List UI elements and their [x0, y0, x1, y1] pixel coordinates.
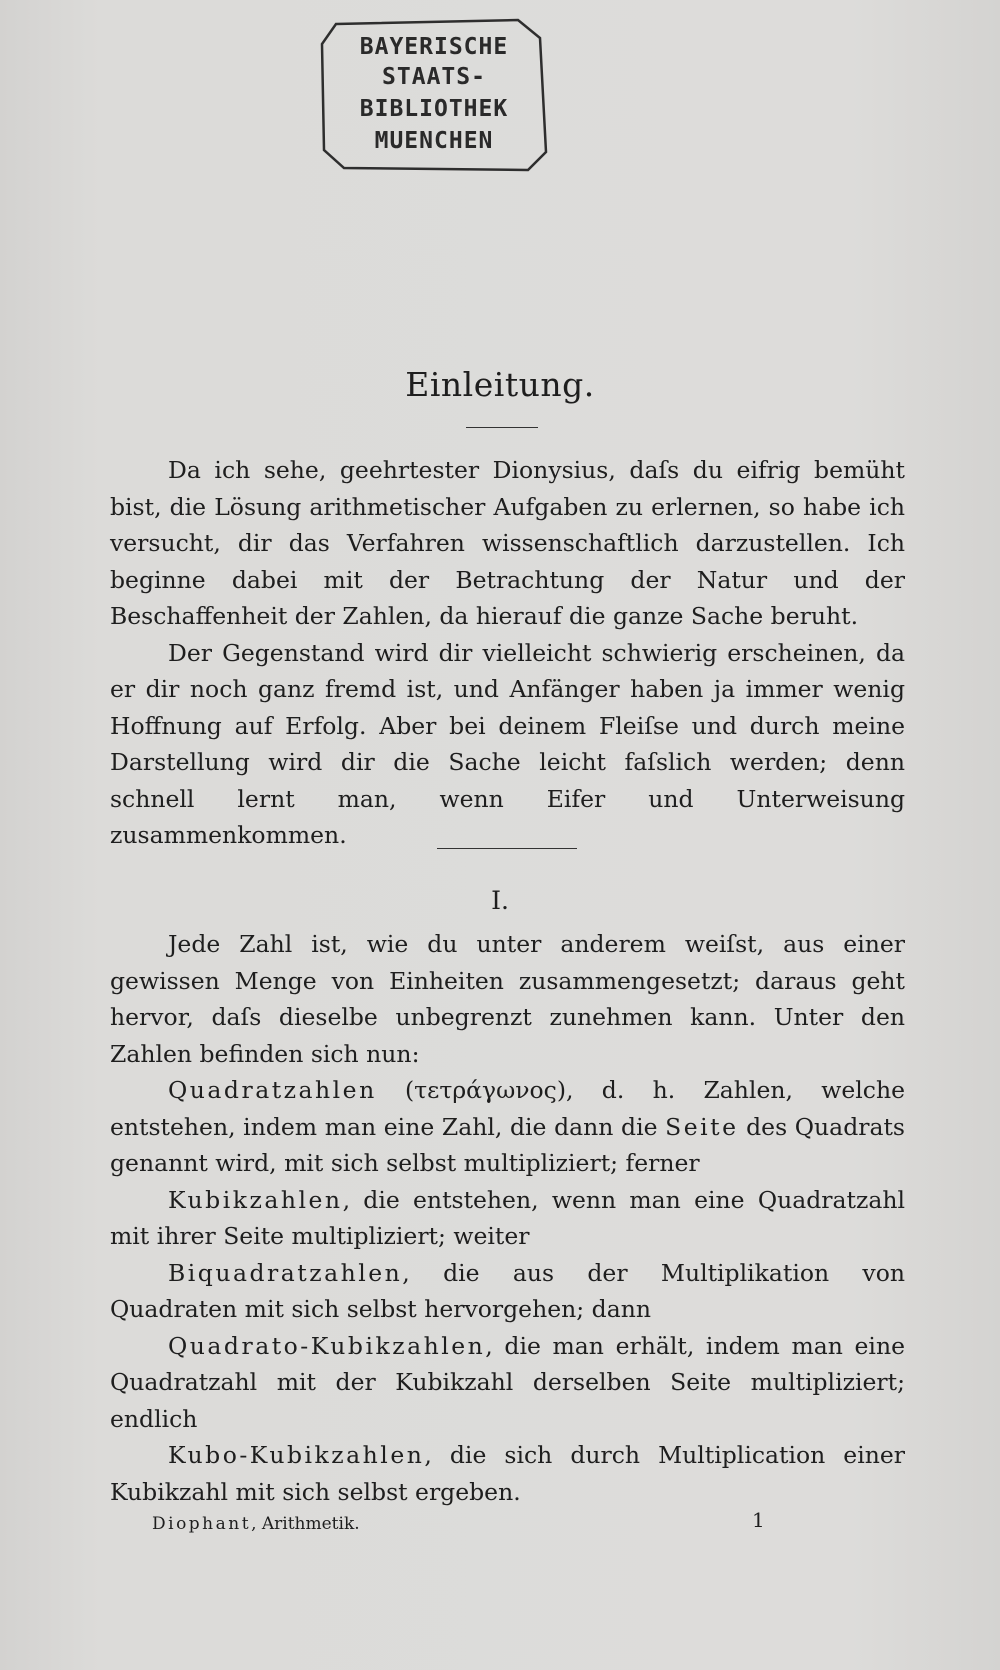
- section-rule: [437, 848, 577, 849]
- term-quadratzahlen: Quadratzahlen: [168, 1076, 377, 1104]
- definition-text: , die entstehen, wenn man eine Quadratzahl mit ihrer Seite multipliziert; weiter: [110, 1185, 905, 1250]
- definition-quadratzahlen: [110, 1072, 905, 1182]
- stamp-line-4: MUENCHEN: [374, 128, 494, 154]
- definition-quadrato-kubikzahlen: [110, 1328, 905, 1438]
- definition-text: , die man erhält, indem man eine Quadratzahl mit der Kubikzahl derselben Seite multipliziert; endlich: [110, 1331, 905, 1433]
- library-stamp: [318, 14, 550, 174]
- intro-paragraph-2: Der Gegenstand wird dir vielleicht schwierig erscheinen, da er dir noch ganz fremd ist, und Anfänger haben ja immer wenig Hoffnung auf Erfolg. Aber bei deinem Fleiſse und durch meine Darstellung wird dir die Sache leicht faſslich werden; denn schnell lernt man, wenn Eifer und Unterweisung zusammenkommen.: [110, 638, 905, 849]
- section-heading: I.: [491, 886, 509, 915]
- section-text: [110, 926, 905, 1510]
- definition-kubikzahlen: [110, 1182, 905, 1255]
- footer-signature: [152, 1514, 360, 1534]
- stamp-line-1: BAYERISCHE: [359, 34, 509, 60]
- term-seite: Seite: [665, 1112, 739, 1141]
- greek-term: (τετράγωνος): [405, 1076, 567, 1104]
- definition-kubo-kubikzahlen: [110, 1437, 905, 1510]
- footer-author: Diophant: [152, 1514, 252, 1534]
- term-quadrato-kubikzahlen: Quadrato-Kubikzahlen: [168, 1331, 486, 1360]
- definition-text: , d. h. Zahlen, welche entstehen, indem man eine Zahl, die dann die: [110, 1076, 905, 1141]
- stamp-line-2: STAATS-: [382, 64, 486, 90]
- footer-work: , Arithmetik.: [251, 1514, 360, 1534]
- stamp-line-3: BIBLIOTHEK: [359, 96, 509, 122]
- term-biquadratzahlen: Biquadratzahlen: [168, 1258, 403, 1287]
- definition-biquadratzahlen: [110, 1255, 905, 1328]
- definition-text: , die sich durch Multiplication einer Kubikzahl mit sich selbst ergeben.: [110, 1441, 905, 1506]
- page-number: 1: [752, 1508, 765, 1532]
- chapter-title: Einleitung.: [405, 365, 595, 404]
- term-kubikzahlen: Kubikzahlen: [168, 1185, 343, 1214]
- introduction-text: [110, 452, 905, 854]
- section-paragraph-1: Jede Zahl ist, wie du unter anderem weiſst, aus einer gewissen Menge von Einheiten zusammengesetzt; daraus geht hervor, daſs dieselbe unbegrenzt zunehmen kann. Unter den Zahlen befinden sich nun:: [110, 930, 905, 1068]
- definition-text: , die aus der Multiplikation von Quadraten mit sich selbst hervorgehen; dann: [110, 1258, 905, 1323]
- intro-paragraph-1: Da ich sehe, geehrtester Dionysius, daſs du eifrig bemüht bist, die Lösung arithmetischer Aufgaben zu erlernen, so habe ich versucht, dir das Verfahren wissenschaftlich darzustellen. Ich beginne dabei mit der Betrachtung der Natur und der Beschaffenheit der Zahlen, da hierauf die ganze Sache beruht.: [110, 456, 905, 630]
- term-kubo-kubikzahlen: Kubo-Kubikzahlen: [168, 1441, 425, 1469]
- definition-text: des Quadrats genannt wird, mit sich selbst multipliziert; ferner: [110, 1112, 905, 1177]
- title-rule: [466, 427, 538, 428]
